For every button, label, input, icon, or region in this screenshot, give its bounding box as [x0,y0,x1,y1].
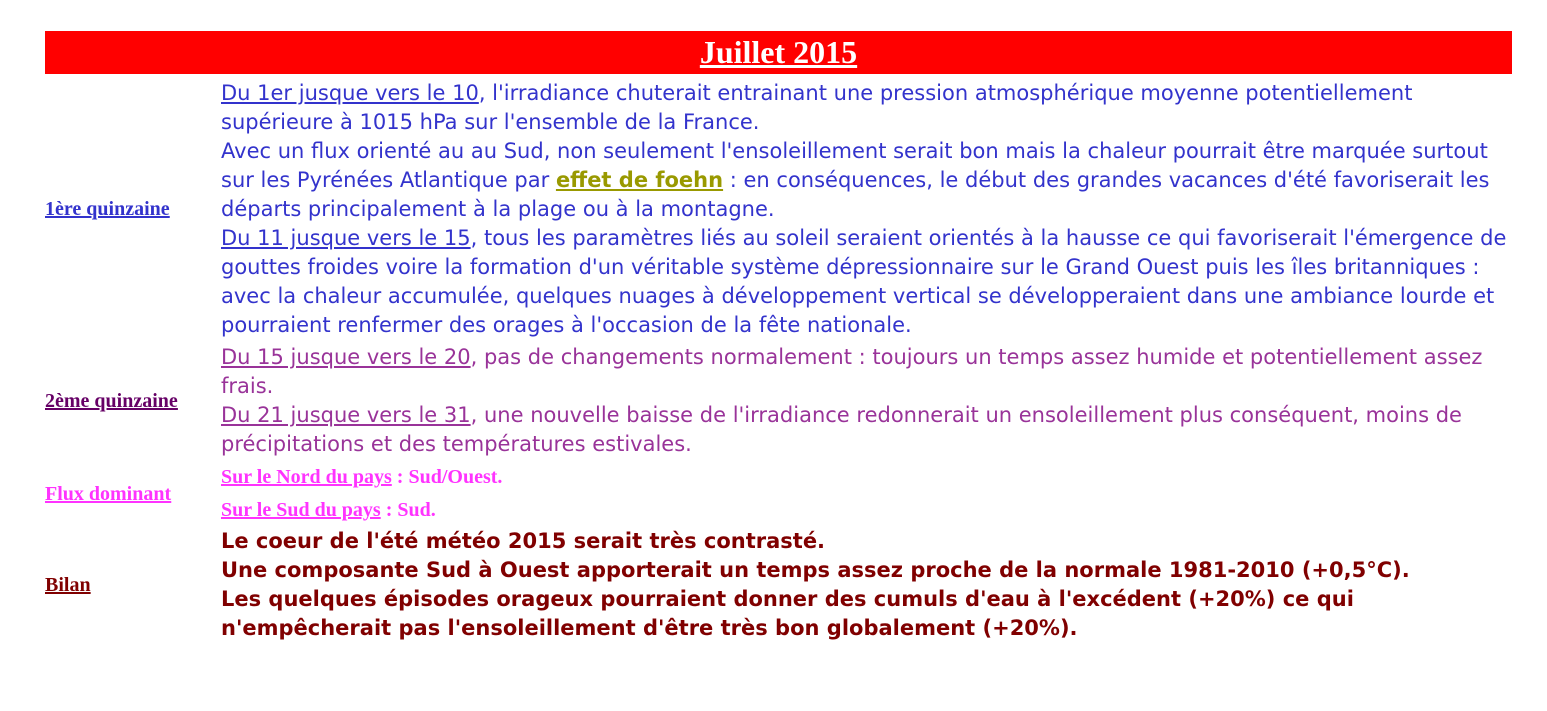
quinzaine2-link-2[interactable]: Du 21 jusque vers le 31 [221,403,471,427]
quinzaine2-row [45,343,1512,461]
quinzaine2-label[interactable] [45,343,221,461]
quinzaine2-text-1: , pas de changements normalement : toujours un temps assez humide et potentiellement assez frais. [221,345,1483,398]
quinzaine1-label-link[interactable]: 1ère quinzaine [45,198,170,220]
bilan-content [221,527,1512,643]
bilan-label-link[interactable]: Bilan [45,573,91,596]
quinzaine2-label-link[interactable]: 2ème quinzaine [45,389,178,412]
quinzaine2-text-2: , une nouvelle baisse de l'irradiance redonnerait un ensoleillement plus conséquent, moins de précipitations et des températures estivales. [221,403,1462,456]
bilan-line-1: Le coeur de l'été météo 2015 serait très contrasté. [221,529,826,553]
bilan-line-3: Les quelques épisodes orageux pourraient donner des cumuls d'eau à l'excédent (+20%) ce qui n'empêcherait pas l'ensoleillement d'être très bon globalement (+20%). [221,587,1354,640]
flux-sud-value: : Sud. [380,499,436,521]
forecast-table [45,74,1512,643]
flux-nord-value: : Sud/Ouest. [391,466,503,488]
forecast-page [45,31,1512,643]
bilan-row [45,527,1512,643]
quinzaine2-paragraph-1 [221,343,1512,401]
quinzaine1-text-2b: : en conséquences, le début des grandes vacances d'été favoriserait les départs principalement à la plage ou à la montagne. [221,168,1490,221]
quinzaine2-content [221,343,1512,461]
quinzaine1-link-3[interactable]: Du 11 jusque vers le 15 [221,226,471,250]
bilan-line-2: Une composante Sud à Ouest apporterait un temps assez proche de la normale 1981-2010 (+0,5°C). [221,558,1410,582]
flux-label-link[interactable]: Flux dominant [45,482,172,505]
foehn-link[interactable]: effet de foehn [555,168,724,192]
quinzaine1-paragraph-3 [221,224,1512,340]
quinzaine1-paragraph-2 [221,137,1512,224]
quinzaine1-paragraph-1 [221,79,1512,137]
quinzaine1-row [45,74,1512,343]
quinzaine1-label[interactable] [45,74,221,343]
bilan-label[interactable] [45,527,221,643]
flux-sud-link[interactable]: Sur le Sud du pays [221,499,381,521]
flux-sud [221,494,1512,527]
page-title: Juillet 2015 [45,31,1512,74]
flux-label[interactable] [45,461,221,527]
quinzaine1-text-3: , tous les paramètres liés au soleil seraient orientés à la hausse ce qui favoriserait l'émergence de gouttes froides voire la formation d'un véritable système dépressionnaire sur le Grand Ouest puis les îles britanniques : avec la chaleur accumulée, quelques nuages à développement vertical se développeraient dans une ambiance lourde et pourraient renfermer des orages à l'occasion de la fête nationale. [221,226,1507,337]
flux-nord-link[interactable]: Sur le Nord du pays [221,466,392,488]
quinzaine2-paragraph-2 [221,401,1512,459]
quinzaine1-text-2a: Avec un flux orienté au au Sud, non seulement l'ensoleillement serait bon mais la chaleur pourrait être marquée surtout sur les Pyrénées Atlantique par [221,139,1488,192]
flux-content [221,461,1512,527]
quinzaine1-text-1: , l'irradiance chuterait entrainant une pression atmosphérique moyenne potentiellement supérieure à 1015 hPa sur l'ensemble de la France. [221,81,1413,134]
quinzaine1-link-1[interactable]: Du 1er jusque vers le 10 [221,81,479,105]
quinzaine2-link-1[interactable]: Du 15 jusque vers le 20 [221,345,471,369]
flux-nord [221,461,1512,494]
quinzaine1-content [221,74,1512,343]
flux-row [45,461,1512,527]
